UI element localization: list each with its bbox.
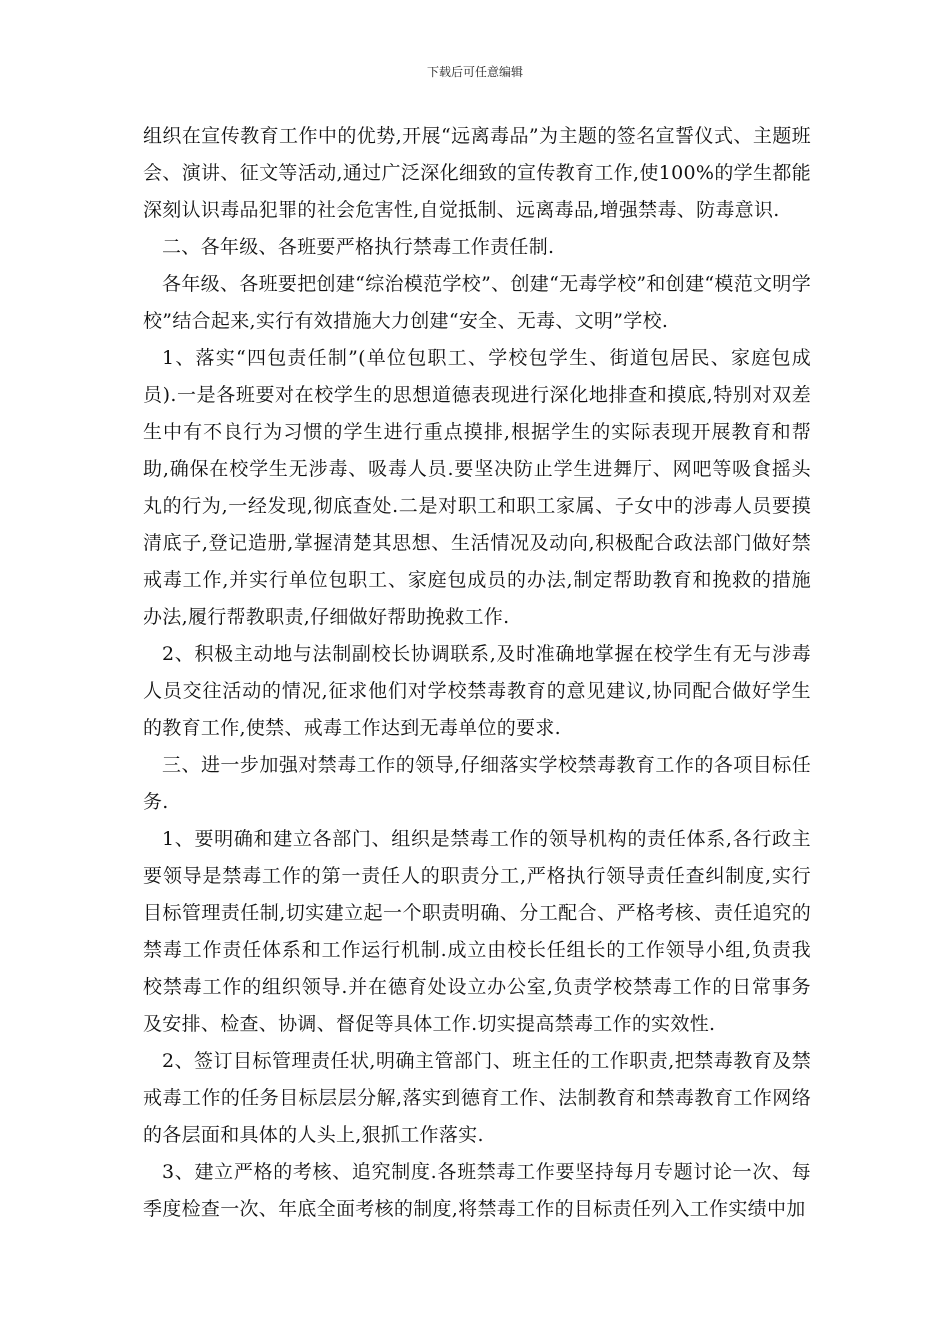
paragraph-item-2-1: 1、落实“四包责任制”(单位包职工、学校包学生、街道包居民、家庭包成员).一是各班要对在校学生的思想道德表现进行深化地排查和摸底,特别对双差生中有不良行为习惯的学生进行重点摸排,根据学生的实际表现开展教育和帮助,确保在校学生无涉毒、吸毒人员.要坚决防止学生进舞厅、网吧等吸食摇头丸的行为,一经发现,彻底查处.二是对职工和职工家属、子女中的涉毒人员要摸清底子,登记造册,掌握清楚其思想、生活情况及动向,积极配合政法部门做好禁戒毒工作,并实行单位包职工、家庭包成员的办法,制定帮助教育和挽救的措施办法,履行帮教职责,仔细做好帮助挽救工作. [143, 347, 811, 628]
page-header: 下载后可任意编辑 [426, 65, 523, 79]
document-body [143, 118, 811, 1228]
paragraph-continuation: 组织在宣传教育工作中的优势,开展“远离毒品”为主题的签名宣誓仪式、主题班会、演讲、征文等活动,通过广泛深化细致的宣传教育工作,使100%的学生都能深刻认识毒品犯罪的社会危害性,自觉抵制、远离毒品,增强禁毒、防毒意识. [143, 125, 811, 221]
paragraph-item-3-2: 2、签订目标管理责任状,明确主管部门、班主任的工作职责,把禁毒教育及禁戒毒工作的任务目标层层分解,落实到德育工作、法制教育和禁毒教育工作网络的各层面和具体的人头上,狠抓工作落实. [143, 1050, 811, 1146]
section-heading-2: 二、各年级、各班要严格执行禁毒工作责任制. [162, 236, 555, 258]
paragraph-item-3-1: 1、要明确和建立各部门、组织是禁毒工作的领导机构的责任体系,各行政主要领导是禁毒工作的第一责任人的职责分工,严格执行领导责任查纠制度,实行目标管理责任制,切实建立起一个职责明确、分工配合、严格考核、责任追究的禁毒工作责任体系和工作运行机制.成立由校长任组长的工作领导小组,负责我校禁毒工作的组织领导.并在德育处设立办公室,负责学校禁毒工作的日常事务及安排、检查、协调、督促等具体工作.切实提高禁毒工作的实效性. [143, 828, 811, 1035]
paragraph-item-2-2: 2、积极主动地与法制副校长协调联系,及时准确地掌握在校学生有无与涉毒人员交往活动的情况,征求他们对学校禁毒教育的意见建议,协同配合做好学生的教育工作,使禁、戒毒工作达到无毒单位的要求. [143, 643, 811, 739]
section-heading-3: 三、进一步加强对禁毒工作的领导,仔细落实学校禁毒教育工作的各项目标任务. [143, 754, 811, 813]
paragraph-item-3-3: 3、建立严格的考核、追究制度.各班禁毒工作要坚持每月专题讨论一次、每季度检查一次、年底全面考核的制度,将禁毒工作的目标责任列入工作实绩中加 [143, 1161, 811, 1220]
paragraph-section-2-intro: 各年级、各班要把创建“综治模范学校”、创建“无毒学校”和创建“模范文明学校”结合起来,实行有效措施大力创建“安全、无毒、文明”学校. [143, 273, 811, 332]
